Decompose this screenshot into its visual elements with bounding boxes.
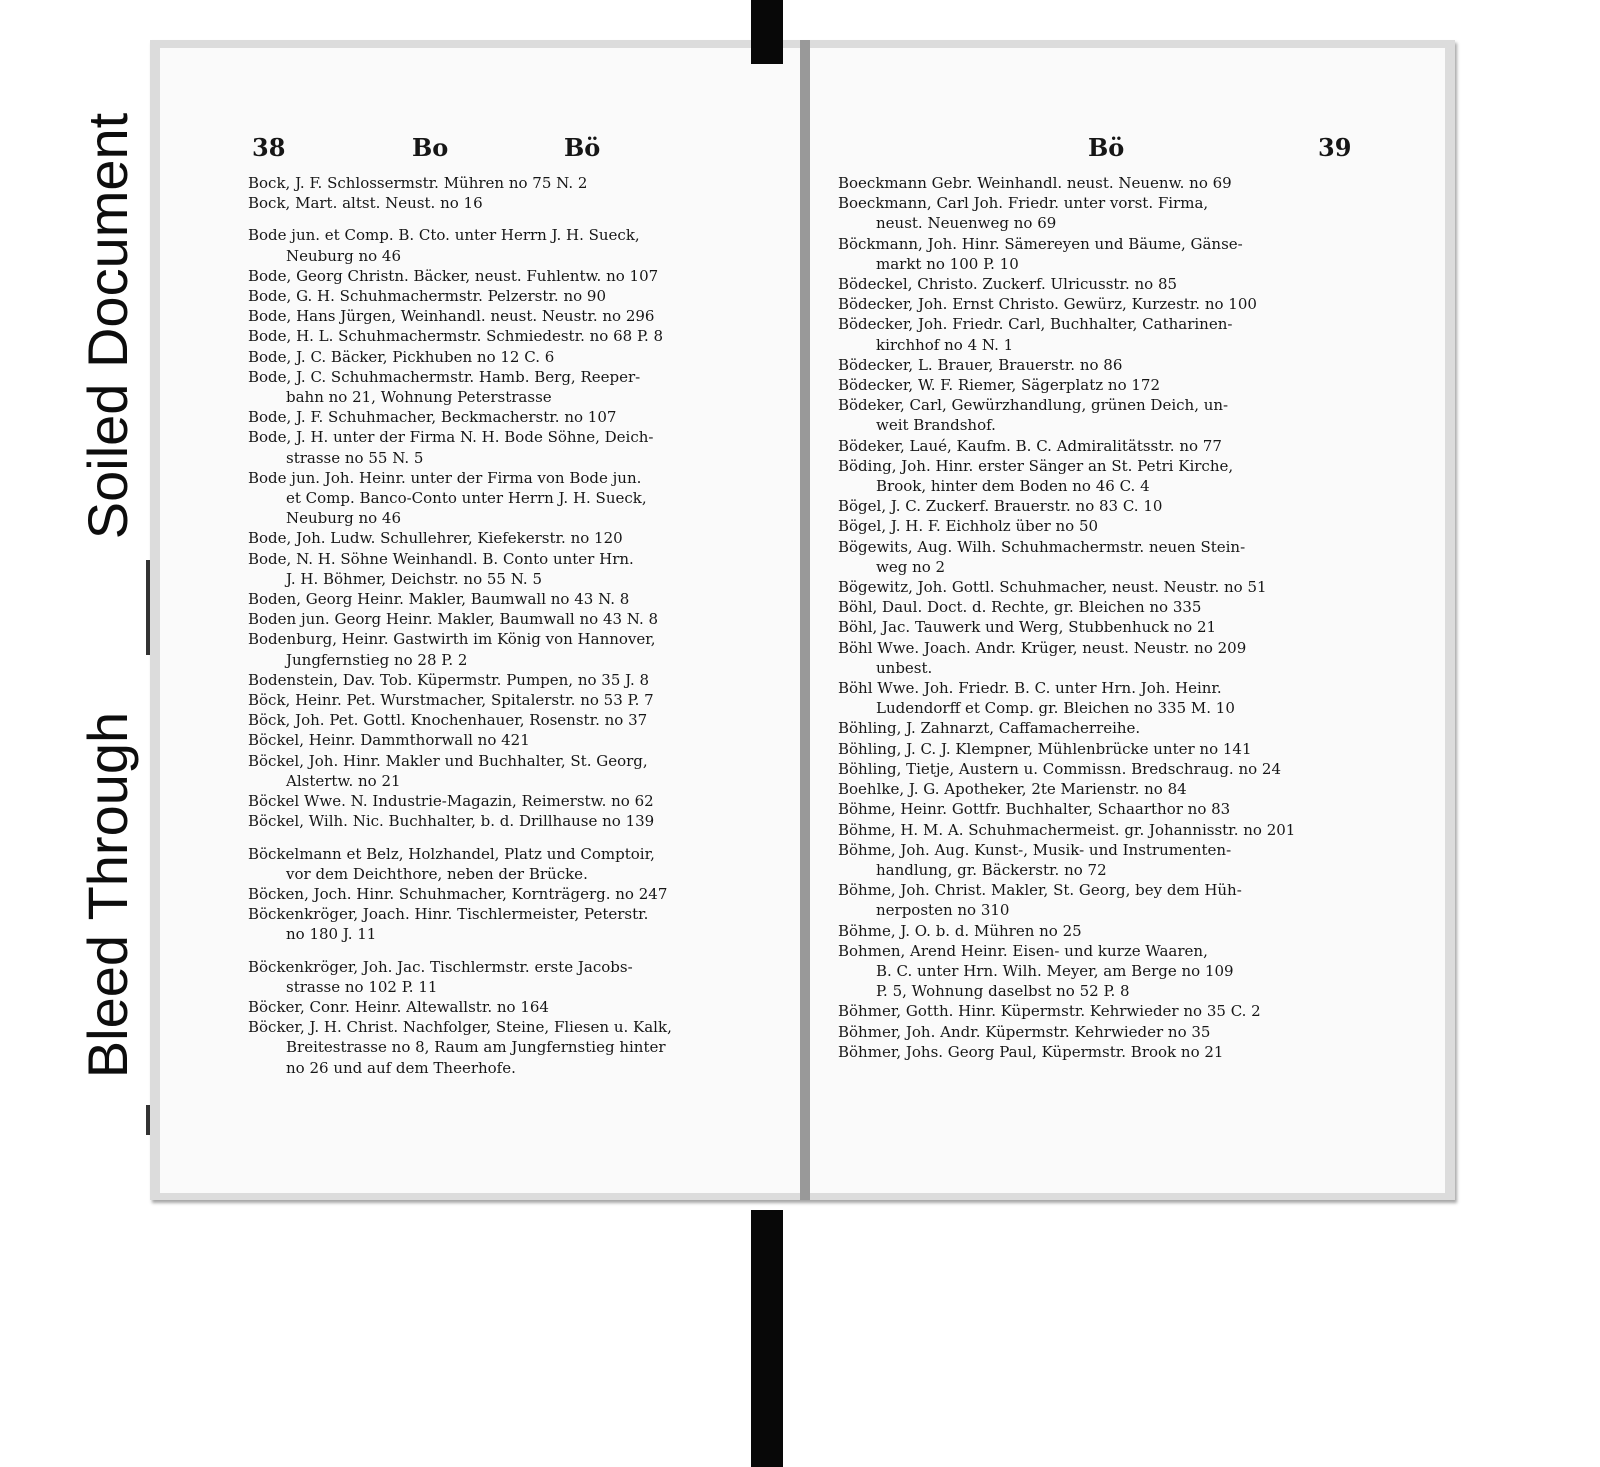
entry-line: Böhme, Joh. Christ. Makler, St. Georg, bey dem Hüh- [838,881,1242,900]
left-head-boe: Bö [564,133,601,162]
entry-line: Böhling, J. Zahnarzt, Caffamacherreihe. [838,719,1141,738]
entry-line: Böcker, J. H. Christ. Nachfolger, Steine, Fliesen u. Kalk, [248,1018,672,1037]
entry-continuation-line: Neuburg no 46 [286,246,402,265]
binding-strip-top [751,0,783,64]
directory-entry [838,941,1358,1002]
entry-continuation-line: P. 5, Wohnung daselbst no 52 P. 8 [876,982,1130,1001]
entry-line: Bode, J. H. unter der Firma N. H. Bode Söhne, Deich- [248,428,654,447]
directory-entry [838,617,1358,637]
entry-line: Bode, J. C. Schuhmachermstr. Hamb. Berg, Reeper- [248,367,641,386]
entry-continuation-line: handlung, gr. Bäckerstr. no 72 [876,860,1107,879]
directory-entry [838,355,1358,375]
directory-entry [838,739,1358,759]
entry-line: Boeckmann, Carl Joh. Friedr. unter vorst. Firma, [838,194,1209,213]
directory-entry [838,1022,1358,1042]
directory-entry [838,921,1358,941]
directory-entry [838,496,1358,516]
entry-line: Böckel, Wilh. Nic. Buchhalter, b. d. Drillhause no 139 [248,812,655,831]
directory-entry [248,1017,758,1078]
directory-entry [248,710,758,730]
entry-line: Böding, Joh. Hinr. erster Sänger an St. Petri Kirche, [838,456,1234,475]
entry-line: Bode, N. H. Söhne Weinhandl. B. Conto unter Hrn. [248,549,634,568]
directory-entry [838,820,1358,840]
directory-entry [838,234,1358,274]
entry-continuation-line: Neuburg no 46 [286,509,402,528]
entry-line: Böhmer, Joh. Andr. Küpermstr. Kehrwieder no 35 [838,1022,1211,1041]
entry-line: Böckmann, Joh. Hinr. Sämereyen und Bäume, Gänse- [838,234,1243,253]
entry-line: Böhme, H. M. A. Schuhmachermeist. gr. Johannisstr. no 201 [838,820,1296,839]
directory-entry [838,577,1358,597]
directory-entry [248,791,758,811]
directory-entry [248,609,758,629]
entry-continuation-line: weit Brandshof. [876,416,996,435]
directory-entry [838,395,1358,435]
entry-line: Bode, H. L. Schuhmachermstr. Schmiedestr. no 68 P. 8 [248,327,664,346]
entry-line: Bögewits, Aug. Wilh. Schuhmachermstr. neuen Stein- [838,537,1246,556]
directory-entry [838,1001,1358,1021]
entry-line: Böckenkröger, Joh. Jac. Tischlermstr. erste Jacobs- [248,957,633,976]
directory-entry [248,997,758,1017]
entry-line: Böhl Wwe. Joach. Andr. Krüger, neust. Neustr. no 209 [838,638,1247,657]
entry-continuation-line: vor dem Deichthore, neben der Brücke. [286,864,588,883]
directory-entry [838,759,1358,779]
entry-line: Boden, Georg Heinr. Makler, Baumwall no 43 N. 8 [248,590,630,609]
directory-entry [838,456,1358,496]
directory-entry [248,528,758,548]
entry-line: Bögel, J. H. F. Eichholz über no 50 [838,517,1099,536]
binding-strip-bottom [751,1210,783,1467]
entry-line: Bodenstein, Dav. Tob. Küpermstr. Pumpen, no 35 J. 8 [248,670,650,689]
entry-continuation-line: nerposten no 310 [876,901,1010,920]
entry-line: Böckelmann et Belz, Holzhandel, Platz und Comptoir, [248,844,655,863]
directory-entry [248,427,758,467]
entry-continuation-line: et Comp. Banco-Conto unter Herrn J. H. Sueck, [286,489,647,508]
right-page [810,48,1445,1193]
entry-continuation-line: Brook, hinter dem Boden no 46 C. 4 [876,477,1150,496]
entry-line: Bögel, J. C. Zuckerf. Brauerstr. no 83 C. 10 [838,497,1163,516]
directory-entry [248,407,758,427]
entry-line: Böhling, J. C. J. Klempner, Mühlenbrücke unter no 141 [838,739,1252,758]
entry-continuation-line: strasse no 102 P. 11 [286,977,438,996]
left-page-number: 38 [252,133,286,162]
entry-line: Bödecker, Joh. Ernst Christo. Gewürz, Kurzestr. no 100 [838,295,1257,314]
left-head-bo: Bo [412,133,449,162]
entry-line: Bode, Hans Jürgen, Weinhandl. neust. Neustr. no 296 [248,307,655,326]
entry-line: Boeckmann Gebr. Weinhandl. neust. Neuenw. no 69 [838,174,1232,192]
entry-line: Bock, J. F. Schlossermstr. Mühren no 75 N. 2 [248,174,588,192]
book-spread [150,40,1455,1200]
directory-entry [248,225,758,265]
directory-entry [248,193,758,213]
entry-line: Bödeker, Laué, Kaufm. B. C. Admiralitätsstr. no 77 [838,436,1222,455]
entry-continuation-line: markt no 100 P. 10 [876,254,1019,273]
entry-continuation-line: Jungfernstieg no 28 P. 2 [286,650,468,669]
entry-continuation-line: bahn no 21, Wohnung Peterstrasse [286,388,552,407]
directory-entry [248,286,758,306]
directory-entry [838,193,1358,233]
entry-line: Böhl, Daul. Doct. d. Rechte, gr. Bleichen no 335 [838,598,1202,617]
directory-entry [838,314,1358,354]
entry-line: Böckel, Joh. Hinr. Makler und Buchhalter, St. Georg, [248,751,648,770]
entry-line: Böhmer, Gotth. Hinr. Küpermstr. Kehrwieder no 35 C. 2 [838,1002,1261,1021]
directory-entry [838,1042,1358,1062]
entry-line: Böhme, J. O. b. d. Mühren no 25 [838,921,1082,940]
directory-entry [248,811,758,831]
directory-entry [838,638,1358,678]
entry-continuation-line: no 180 J. 11 [286,925,377,944]
entry-line: Bödeker, Carl, Gewürzhandlung, grünen Deich, un- [838,396,1229,415]
entry-line: Böhme, Joh. Aug. Kunst-, Musik- und Instrumenten- [838,840,1232,859]
directory-entry [248,751,758,791]
entry-line: Bögewitz, Joh. Gottl. Schuhmacher, neust. Neustr. no 51 [838,578,1267,597]
entry-line: Bock, Mart. altst. Neust. no 16 [248,194,483,213]
entry-continuation-line: strasse no 55 N. 5 [286,448,424,467]
left-running-head [252,133,772,169]
entry-continuation-line: no 26 und auf dem Theerhofe. [286,1058,516,1077]
entry-continuation-line: Ludendorff et Comp. gr. Bleichen no 335 M. 10 [876,699,1235,718]
entry-line: Böhl, Jac. Tauwerk und Werg, Stubbenhuck no 21 [838,618,1217,637]
entry-line: Bödecker, L. Brauer, Brauerstr. no 86 [838,355,1123,374]
entry-line: Böhling, Tietje, Austern u. Commissn. Bredschraug. no 24 [838,759,1282,778]
directory-entry [838,173,1358,193]
directory-entry [838,516,1358,536]
entry-line: Boehlke, J. G. Apotheker, 2te Marienstr. no 84 [838,780,1187,799]
directory-entry [248,173,758,193]
entry-line: Böckel, Heinr. Dammthorwall no 421 [248,731,530,750]
soiled-document-label: Soiled Document [76,112,139,540]
directory-entry [248,589,758,609]
entry-line: Boden jun. Georg Heinr. Makler, Baumwall no 43 N. 8 [248,610,659,629]
entry-line: Bode, J. C. Bäcker, Pickhuben no 12 C. 6 [248,347,555,366]
entry-line: Bode, G. H. Schuhmachermstr. Pelzerstr. no 90 [248,287,606,306]
directory-entry [838,274,1358,294]
entry-line: Bödeckel, Christo. Zuckerf. Ulricusstr. no 85 [838,275,1178,294]
entry-line: Bode jun. et Comp. B. Cto. unter Herrn J. H. Sueck, [248,226,640,245]
entry-line: Böckel Wwe. N. Industrie-Magazin, Reimerstw. no 62 [248,792,654,811]
directory-entry [248,844,758,884]
directory-entry [838,294,1358,314]
entry-line: Böcker, Conr. Heinr. Altewallstr. no 164 [248,997,549,1016]
entry-line: Böcken, Joch. Hinr. Schuhmacher, Kornträgerg. no 247 [248,884,668,903]
page-gutter [800,40,810,1200]
entry-line: Bohmen, Arend Heinr. Eisen- und kurze Waaren, [838,941,1208,960]
left-entries-list [248,173,758,1078]
directory-entry [248,367,758,407]
bleed-through-label: Bleed Through [76,711,139,1079]
entry-continuation-line: kirchhof no 4 N. 1 [876,335,1014,354]
directory-entry [248,904,758,944]
directory-entry [248,670,758,690]
entry-line: Böhl Wwe. Joh. Friedr. B. C. unter Hrn. Joh. Heinr. [838,679,1222,698]
directory-entry [838,537,1358,577]
right-head-boe: Bö [1088,133,1125,162]
directory-entry [838,718,1358,738]
directory-entry [838,840,1358,880]
entry-line: Böhme, Heinr. Gottfr. Buchhalter, Schaarthor no 83 [838,800,1231,819]
directory-entry [838,375,1358,395]
directory-entry [248,306,758,326]
entry-line: Böckenkröger, Joach. Hinr. Tischlermeister, Peterstr. [248,905,649,924]
entry-line: Bode, J. F. Schuhmacher, Beckmacherstr. no 107 [248,408,617,427]
directory-entry [838,799,1358,819]
entry-continuation-line: unbest. [876,658,933,677]
entry-line: Bodenburg, Heinr. Gastwirth im König von Hannover, [248,630,656,649]
directory-entry [248,884,758,904]
entry-continuation-line: Breitestrasse no 8, Raum am Jungfernstieg hinter [286,1038,666,1057]
right-running-head [830,133,1410,169]
entry-line: Bode, Joh. Ludw. Schullehrer, Kiefekerstr. no 120 [248,529,623,548]
directory-entry [838,880,1358,920]
directory-entry [248,549,758,589]
entry-line: Böhmer, Johs. Georg Paul, Küpermstr. Brook no 21 [838,1042,1224,1061]
directory-entry [248,730,758,750]
entry-line: Böck, Joh. Pet. Gottl. Knochenhauer, Rosenstr. no 37 [248,711,648,730]
directory-entry [838,436,1358,456]
directory-entry [248,629,758,669]
directory-entry [248,326,758,346]
entry-continuation-line: Alstertw. no 21 [286,771,401,790]
entry-continuation-line: neust. Neuenweg no 69 [876,214,1057,233]
entry-line: Bode jun. Joh. Heinr. unter der Firma von Bode jun. [248,468,642,487]
directory-entry [248,957,758,997]
right-entries-list [838,173,1358,1062]
entry-continuation-line: B. C. unter Hrn. Wilh. Meyer, am Berge no 109 [876,961,1234,980]
entry-line: Böck, Heinr. Pet. Wurstmacher, Spitalerstr. no 53 P. 7 [248,691,654,710]
entry-continuation-line: weg no 2 [876,557,946,576]
entry-line: Bode, Georg Christn. Bäcker, neust. Fuhlentw. no 107 [248,266,659,285]
directory-entry [838,678,1358,718]
directory-entry [838,597,1358,617]
right-page-number: 39 [1318,133,1352,162]
directory-entry [248,266,758,286]
left-page [160,48,800,1193]
entry-line: Bödecker, W. F. Riemer, Sägerplatz no 172 [838,376,1161,395]
entry-continuation-line: J. H. Böhmer, Deichstr. no 55 N. 5 [286,569,542,588]
directory-entry [248,690,758,710]
directory-entry [248,347,758,367]
entry-line: Bödecker, Joh. Friedr. Carl, Buchhalter, Catharinen- [838,315,1233,334]
directory-entry [838,779,1358,799]
directory-entry [248,468,758,529]
